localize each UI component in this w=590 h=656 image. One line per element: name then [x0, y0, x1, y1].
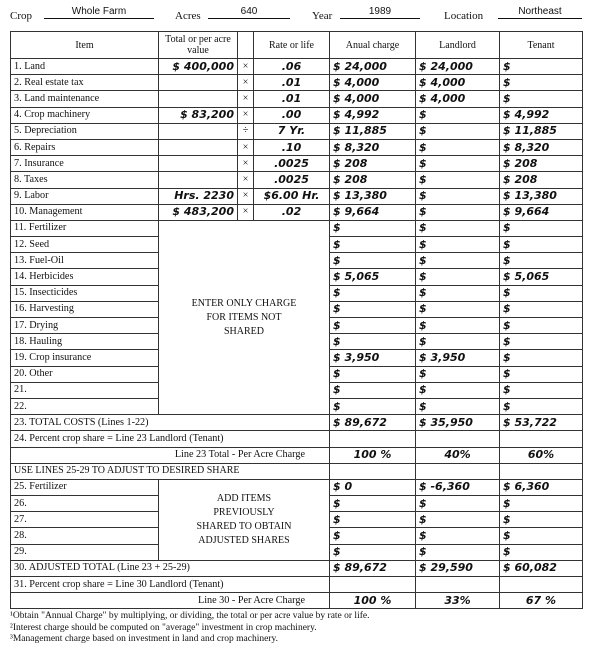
annual-charge-field[interactable]: $	[330, 301, 416, 317]
tenant-field[interactable]: $	[500, 382, 583, 398]
operator-symbol: ×	[238, 204, 254, 220]
rate-field[interactable]: .0025	[254, 172, 330, 188]
tenant-field[interactable]: $	[500, 220, 583, 236]
form-header	[10, 6, 580, 26]
tenant-field[interactable]: $ 11,885	[500, 123, 583, 139]
footnote-3: ³Management charge based on investment in land and crop machinery.	[10, 634, 278, 644]
annual-charge-field[interactable]: $	[330, 496, 416, 512]
tenant-field[interactable]: $	[500, 334, 583, 350]
annual-charge-field[interactable]: $ 0	[330, 479, 416, 495]
row-label: 16. Harvesting	[11, 301, 159, 317]
total-value-field[interactable]: $ 483,200	[159, 204, 238, 220]
landlord-field[interactable]: $ -6,360	[416, 479, 500, 495]
row-label: 12. Seed	[11, 237, 159, 253]
annual-charge-field[interactable]: $	[330, 366, 416, 382]
col-landlord-header: Landlord	[416, 32, 500, 59]
table-row	[11, 75, 583, 91]
operator-symbol: ×	[238, 75, 254, 91]
row-label: 9. Labor	[11, 188, 159, 204]
annual-charge-field[interactable]: $	[330, 528, 416, 544]
table-row	[11, 188, 583, 204]
operator-symbol: ×	[238, 59, 254, 75]
annual-charge-field[interactable]: $	[330, 318, 416, 334]
landlord-field[interactable]: $	[416, 253, 500, 269]
tenant-field[interactable]: $ 9,664	[500, 204, 583, 220]
total-annual-field[interactable]: $ 89,672	[330, 415, 416, 431]
row-label: 19. Crop insurance	[11, 350, 159, 366]
landlord-field[interactable]: $	[416, 188, 500, 204]
row-label: 27.	[11, 512, 159, 528]
row-label: 10. Management	[11, 204, 159, 220]
annual-charge-field[interactable]: $	[330, 237, 416, 253]
table-row	[11, 91, 583, 107]
total-value-field[interactable]: $ 83,200	[159, 107, 238, 123]
landlord-field[interactable]: $	[416, 496, 500, 512]
annual-charge-field[interactable]: $ 5,065	[330, 269, 416, 285]
total-tenant-field[interactable]: $ 53,722	[500, 415, 583, 431]
tenant-field[interactable]: $	[500, 75, 583, 91]
rows-adjusted-totals	[11, 560, 583, 609]
tenant-field[interactable]: $	[500, 318, 583, 334]
percent-share-row-31	[11, 577, 583, 593]
landlord-field[interactable]: $	[416, 512, 500, 528]
landlord-field[interactable]: $ 3,950	[416, 350, 500, 366]
table-row	[11, 172, 583, 188]
share-blank	[416, 577, 500, 593]
use-lines-instruction: USE LINES 25-29 TO ADJUST TO DESIRED SHARE	[11, 463, 330, 479]
column-header-row	[11, 32, 583, 59]
footnotes	[10, 611, 369, 646]
share31-landlord-field[interactable]: 33%	[416, 593, 500, 609]
tenant-field[interactable]: $ 5,065	[500, 269, 583, 285]
footnote-1: ¹Obtain "Annual Charge" by multiplying, or dividing, the total or per acre value by rate or life.	[10, 611, 370, 621]
acres-field[interactable]: 640	[208, 6, 290, 19]
col-annual-header: Anual charge	[330, 32, 416, 59]
tenant-field[interactable]: $	[500, 398, 583, 414]
rate-field[interactable]: 7 Yr.	[254, 123, 330, 139]
annual-charge-field[interactable]: $	[330, 220, 416, 236]
operator-symbol: ×	[238, 139, 254, 155]
share-landlord-field[interactable]: 40%	[416, 447, 500, 463]
landlord-field[interactable]: $	[416, 544, 500, 560]
annual-charge-field[interactable]: $ 11,885	[330, 123, 416, 139]
total-value-field[interactable]	[159, 123, 238, 139]
landlord-field[interactable]: $	[416, 318, 500, 334]
col-op-header	[238, 32, 254, 59]
landlord-field[interactable]: $	[416, 285, 500, 301]
row-label: 17. Drying	[11, 318, 159, 334]
annual-charge-field[interactable]: $	[330, 285, 416, 301]
table-row	[11, 479, 583, 495]
row-label: 20. Other	[11, 366, 159, 382]
annual-charge-field[interactable]: $ 208	[330, 156, 416, 172]
per-acre-label-31: Line 30 - Per Acre Charge	[11, 593, 330, 609]
tenant-field[interactable]: $ 8,320	[500, 139, 583, 155]
annual-charge-field[interactable]: $ 4,000	[330, 75, 416, 91]
total-value-field[interactable]	[159, 172, 238, 188]
tenant-field[interactable]: $	[500, 237, 583, 253]
landlord-field[interactable]: $	[416, 269, 500, 285]
rate-field[interactable]: .10	[254, 139, 330, 155]
row-label: 4. Crop machinery	[11, 107, 159, 123]
landlord-field[interactable]: $ 24,000	[416, 59, 500, 75]
percent-share-label-31: 31. Percent crop share = Line 30 Landlord (Tenant)	[11, 577, 330, 593]
tenant-field[interactable]: $ 208	[500, 156, 583, 172]
landlord-field[interactable]: $ 4,000	[416, 75, 500, 91]
annual-charge-field[interactable]: $	[330, 382, 416, 398]
landlord-field[interactable]: $	[416, 220, 500, 236]
row-label: 8. Taxes	[11, 172, 159, 188]
tenant-field[interactable]: $ 13,380	[500, 188, 583, 204]
operator-symbol: ×	[238, 156, 254, 172]
annual-charge-field[interactable]: $	[330, 544, 416, 560]
tenant-field[interactable]: $ 6,360	[500, 479, 583, 495]
adjusted-landlord-field[interactable]: $ 29,590	[416, 560, 500, 576]
row-label: 11. Fertilizer	[11, 220, 159, 236]
tenant-field[interactable]: $	[500, 253, 583, 269]
table-row	[11, 156, 583, 172]
share-blank	[330, 431, 416, 447]
acres-label: Acres	[175, 10, 201, 22]
row-label: 5. Depreciation	[11, 123, 159, 139]
landlord-field[interactable]: $	[416, 123, 500, 139]
adjusted-annual-field[interactable]: $ 89,672	[330, 560, 416, 576]
tenant-field[interactable]: $	[500, 496, 583, 512]
row-label: 21.	[11, 382, 159, 398]
landlord-field[interactable]: $	[416, 172, 500, 188]
crop-label: Crop	[10, 10, 32, 22]
share31-tenant-field[interactable]: 67 %	[500, 593, 583, 609]
share-blank	[500, 431, 583, 447]
rate-field[interactable]: $6.00 Hr.	[254, 188, 330, 204]
landlord-field[interactable]: $	[416, 366, 500, 382]
landlord-field[interactable]: $	[416, 107, 500, 123]
share-tenant-field[interactable]: 60%	[500, 447, 583, 463]
landlord-field[interactable]: $	[416, 237, 500, 253]
row-label: 26.	[11, 496, 159, 512]
table-row	[11, 107, 583, 123]
col-total-header: Total or per acre value	[159, 32, 238, 59]
operator-symbol: ×	[238, 188, 254, 204]
rate-field[interactable]: .01	[254, 91, 330, 107]
annual-charge-field[interactable]: $ 208	[330, 172, 416, 188]
share-blank	[330, 577, 416, 593]
annual-charge-field[interactable]: $ 13,380	[330, 188, 416, 204]
annual-charge-field[interactable]: $	[330, 253, 416, 269]
percent-share-label: 24. Percent crop share = Line 23 Landlord (Tenant)	[11, 431, 330, 447]
table-row	[11, 204, 583, 220]
tenant-field[interactable]: $ 208	[500, 172, 583, 188]
operator-symbol: ×	[238, 91, 254, 107]
tenant-field[interactable]: $	[500, 544, 583, 560]
table-row	[11, 59, 583, 75]
per-acre-row	[11, 447, 583, 463]
footnote-2: ²Interest charge should be computed on "average" investment in crop machinery.	[10, 622, 317, 633]
row-label: 1. Land	[11, 59, 159, 75]
tenant-field[interactable]: $ 4,992	[500, 107, 583, 123]
rows-adjustments	[11, 479, 583, 560]
annual-charge-field[interactable]: $ 24,000	[330, 59, 416, 75]
landlord-field[interactable]: $	[416, 156, 500, 172]
operator-symbol: ×	[238, 172, 254, 188]
tenant-field[interactable]: $	[500, 91, 583, 107]
annual-charge-field[interactable]: $ 9,664	[330, 204, 416, 220]
add-items-instruction: ADD ITEMS PREVIOUSLY SHARED TO OBTAIN ADJUSTED SHARES	[159, 479, 330, 560]
rows-variable-costs	[11, 220, 583, 414]
total-value-field[interactable]	[159, 91, 238, 107]
year-field[interactable]: 1989	[340, 6, 420, 19]
tenant-field[interactable]: $	[500, 285, 583, 301]
per-acre-label: Line 23 Total - Per Acre Charge	[11, 447, 330, 463]
total-costs-row	[11, 415, 583, 431]
tenant-field[interactable]: $	[500, 350, 583, 366]
adjusted-total-label: 30. ADJUSTED TOTAL (Line 23 + 25-29)	[11, 560, 330, 576]
year-label: Year	[312, 10, 333, 22]
tenant-field[interactable]: $	[500, 528, 583, 544]
location-label: Location	[444, 10, 484, 22]
row-label: 7. Insurance	[11, 156, 159, 172]
tenant-field[interactable]: $	[500, 59, 583, 75]
tenant-field[interactable]: $	[500, 512, 583, 528]
row-label: 13. Fuel-Oil	[11, 253, 159, 269]
annual-charge-field[interactable]: $ 8,320	[330, 139, 416, 155]
total-value-field[interactable]: Hrs. 2230	[159, 188, 238, 204]
table-row	[11, 220, 583, 236]
location-field[interactable]: Northeast	[498, 6, 582, 19]
rate-field[interactable]: .0025	[254, 156, 330, 172]
row-label: 25. Fertilizer	[11, 479, 159, 495]
col-rate-header: Rate or life	[254, 32, 330, 59]
blank	[330, 463, 416, 479]
rate-field[interactable]: .01	[254, 75, 330, 91]
adjusted-total-row	[11, 560, 583, 576]
tenant-field[interactable]: $	[500, 366, 583, 382]
rate-field[interactable]: .02	[254, 204, 330, 220]
operator-symbol: ÷	[238, 123, 254, 139]
annual-charge-field[interactable]: $	[330, 398, 416, 414]
total-value-field[interactable]	[159, 156, 238, 172]
use-lines-row	[11, 463, 583, 479]
landlord-field[interactable]: $	[416, 334, 500, 350]
landlord-field[interactable]: $	[416, 301, 500, 317]
adjusted-tenant-field[interactable]: $ 60,082	[500, 560, 583, 576]
row-label: 2. Real estate tax	[11, 75, 159, 91]
annual-charge-field[interactable]: $ 4,000	[330, 91, 416, 107]
rows-fixed-costs	[11, 59, 583, 221]
blank	[416, 463, 500, 479]
landlord-field[interactable]: $	[416, 528, 500, 544]
blank	[500, 463, 583, 479]
row-label: 3. Land maintenance	[11, 91, 159, 107]
share-blank	[416, 431, 500, 447]
col-item-header: Item	[11, 32, 159, 59]
annual-charge-field[interactable]: $ 4,992	[330, 107, 416, 123]
total-value-field[interactable]	[159, 139, 238, 155]
table-row	[11, 123, 583, 139]
col-tenant-header: Tenant	[500, 32, 583, 59]
share-annual-field[interactable]: 100 %	[330, 447, 416, 463]
rate-field[interactable]: .00	[254, 107, 330, 123]
annual-charge-field[interactable]: $	[330, 334, 416, 350]
total-value-field[interactable]: $ 400,000	[159, 59, 238, 75]
total-costs-label: 23. TOTAL COSTS (Lines 1-22)	[11, 415, 330, 431]
per-acre-row-31	[11, 593, 583, 609]
share31-annual-field[interactable]: 100 %	[330, 593, 416, 609]
row-label: 14. Herbicides	[11, 269, 159, 285]
landlord-field[interactable]: $	[416, 139, 500, 155]
operator-symbol: ×	[238, 107, 254, 123]
annual-charge-field[interactable]: $	[330, 512, 416, 528]
row-label: 29.	[11, 544, 159, 560]
annual-charge-field[interactable]: $ 3,950	[330, 350, 416, 366]
percent-share-row	[11, 431, 583, 447]
row-label: 22.	[11, 398, 159, 414]
rate-field[interactable]: .06	[254, 59, 330, 75]
landlord-field[interactable]: $	[416, 382, 500, 398]
rows-totals	[11, 415, 583, 480]
total-landlord-field[interactable]: $ 35,950	[416, 415, 500, 431]
enter-only-instruction: ENTER ONLY CHARGE FOR ITEMS NOT SHARED	[159, 220, 330, 414]
cost-share-table	[10, 31, 583, 609]
row-label: 15. Insecticides	[11, 285, 159, 301]
landlord-field[interactable]: $ 4,000	[416, 91, 500, 107]
landlord-field[interactable]: $	[416, 398, 500, 414]
row-label: 28.	[11, 528, 159, 544]
row-label: 18. Hauling	[11, 334, 159, 350]
landlord-field[interactable]: $	[416, 204, 500, 220]
table-row	[11, 139, 583, 155]
share-blank	[500, 577, 583, 593]
tenant-field[interactable]: $	[500, 301, 583, 317]
crop-field[interactable]: Whole Farm	[44, 6, 154, 19]
row-label: 6. Repairs	[11, 139, 159, 155]
total-value-field[interactable]	[159, 75, 238, 91]
